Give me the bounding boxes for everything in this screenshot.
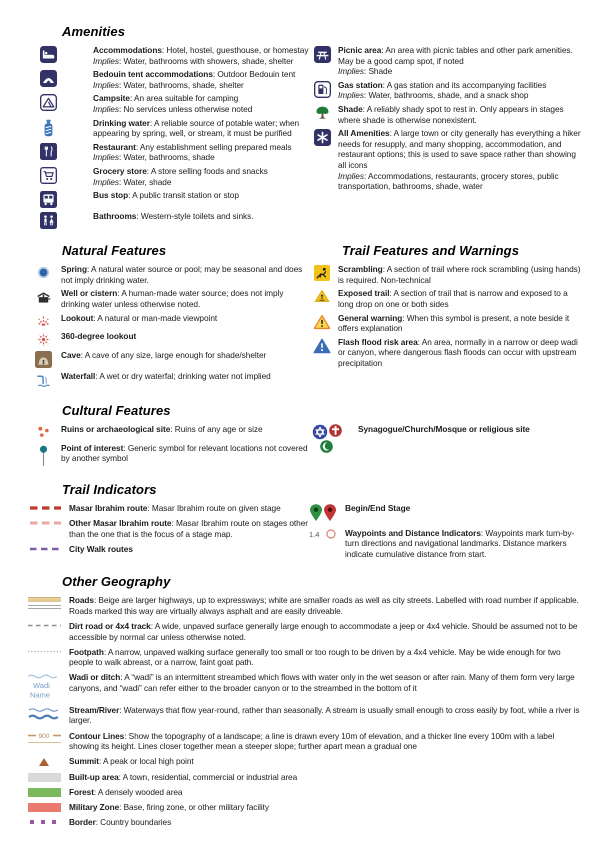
legend-item [310,528,584,560]
cave-icon [33,351,53,368]
legend-item [33,544,310,555]
legend-item [310,80,584,101]
legend-item [30,672,584,700]
legend-item-text: Wadi or ditch: A “wadi” is an intermittent streambed which flows with water only in the wet season or after rain. Many of them form very large canyons, and “wadi” can refer either to the broader canyon or to the streambed in the bottom of it [69,672,575,693]
cultural-right-column [310,424,584,457]
legend-item-text: Waypoints and Distance Indicators: Waypoints mark turn-by-turn directions and navigational landmarks. Distance markers indicate cumulative distance from start. [345,527,575,559]
legend-item [310,313,584,334]
point-of-interest-icon [33,444,53,468]
legend-item [310,264,584,285]
legend-item-text: Shade: A reliably shady spot to rest in. Only appears in stages where shade is otherwise nonexistent. [338,103,564,125]
legend-item-text: Masar Ibrahim route: Masar Ibrahim route on given stage [69,502,281,513]
legend-item [310,128,584,192]
legend-item [310,45,584,77]
forest-icon [27,788,61,797]
legend-item [33,424,310,440]
legend-item-text: Cave: A cave of any size, large enough for shade/shelter [61,349,267,360]
begin-end-pins-icon [306,503,340,524]
shade-tree-icon [312,105,332,122]
bedouin-tent-icon [38,70,58,87]
other-masar-route-line-icon [29,519,61,527]
legend-item [310,424,584,454]
legend-item [310,503,584,524]
legend-item [33,93,310,114]
well-cistern-icon [33,289,53,305]
legend-item-text: Military Zone: Base, firing zone, or other military facility [69,801,269,812]
legend-item-text: Point of interest: Generic symbol for relevant locations not covered by another symbol [61,442,308,464]
lookout-icon [33,314,53,328]
trail-indicators-left-column [33,503,310,560]
section-title-trail-indicators: Trail Indicators [62,481,157,497]
legend-item [310,104,584,125]
legend-item-text: Spring: A natural water source or pool; may be seasonal and does not imply drinking water. [61,264,303,285]
legend-item-text: Bedouin tent accommodations: Outdoor Bedouin tent Implies: Water, bathrooms, shade, shelter [93,69,296,90]
legend-item [33,647,584,668]
wadi-icon [27,673,61,700]
legend-item [33,817,584,828]
legend-item [33,264,310,285]
legend-item-text: Begin/End Stage [345,502,411,513]
cultural-left-column [33,424,310,471]
legend-item-text: Well or cistern: A human-made water source; does not imply drinking water unless otherwise noted. [61,288,284,309]
section-trail-warnings [310,243,584,371]
city-walk-route-line-icon [29,545,61,553]
legend-item [33,313,310,328]
legend-item-text: Exposed trail: A section of trail that is narrow and exposed to a long drop on one or both sides [338,288,568,309]
legend-item [33,705,584,726]
legend-item [33,443,310,468]
campsite-icon [38,94,58,111]
legend-item [33,756,584,767]
legend-item [33,166,310,187]
legend-item-text: Lookout: A natural or man-made viewpoint [61,312,218,323]
legend-item-text: Restaurant: Any establishment selling prepared meals Implies: Water, bathrooms, shade [93,141,292,163]
legend-item [310,288,584,309]
picnic-area-icon [312,46,332,63]
legend-item [33,371,310,389]
legend-item-text: Flash flood risk area: An area, normally in a narrow or deep wadi or canyon, where dangerous flash floods can occur with upstream precipitation [338,336,578,368]
all-amenities-icon [312,129,332,146]
legend-item-text: Built-up area: A town, residential, commercial or industrial area [69,771,298,782]
exposed-trail-icon [312,289,332,303]
bathrooms-icon [38,212,58,229]
legend-item-text: Dirt road or 4x4 track: A wide, unpaved surface generally large enough to accommodate a jeep or 4x4 vehicle. Should be assumed not to be accessible by normal car unless otherwise noted. [69,620,578,642]
section-title-natural: Natural Features [62,243,167,259]
legend-item-text: Bathrooms: Western-style toilets and sinks. [93,211,254,222]
svg-text:900: 900 [38,732,49,740]
legend-item-text: Summit: A peak or local high point [69,756,194,767]
section-natural-features [33,243,310,391]
section-title-warnings: Trail Features and Warnings [342,243,520,259]
legend-item-text: Footpath: A narrow, unpaved walking surface generally too small or too rough to be driven by a 4x4 vehicle. May be wide enough for two people to walk abreast, or a narrow, faint goat path. [69,646,561,668]
bus-stop-icon [38,191,58,208]
legend-item-text: Drinking water: A reliable source of potable water; when appearing by spring, well, or stream, it must be purified [93,117,300,139]
legend-item-text: Ruins or archaeological site: Ruins of any age or size [61,423,263,434]
legend-item-text: General warning: When this symbol is present, a note beside it offers explanation [338,312,570,334]
religious-sites-icon [310,424,352,454]
legend-item-text: Accommodations: Hotel, hostel, guesthouse, or homestay Implies: Water, bathrooms with showers, shade, shelter [93,45,309,66]
ruins-icon [33,425,53,440]
gas-station-icon [312,81,332,98]
trail-indicators-right-column [310,503,584,564]
section-title-other-geography: Other Geography [62,574,171,590]
section-amenities [33,24,584,232]
legend-item [310,337,584,369]
legend-item-text: Contour Lines: Show the topography of a landscape; a line is drawn every 10m of elevation, and a thicker line every 100m with a label showing its height. Lines closer together mean a steeper slope; further apart mean a gradual one [69,730,555,752]
spring-icon [33,265,53,280]
legend-item-text: Other Masar Ibrahim route: Masar Ibrahim route on stages other than the one that is the focus of a stage map. [69,518,308,539]
legend-item [33,118,310,139]
amenities-left-column [33,45,310,232]
legend-item-text: Campsite: An area suitable for camping Implies: No services unless otherwise noted [93,93,253,114]
masar-route-line-icon [29,504,61,512]
contour-lines-icon [27,732,61,745]
section-cultural-features [33,403,584,471]
legend-item-text: City Walk routes [69,544,133,555]
dirt-road-icon [27,622,61,629]
legend-item [33,802,584,813]
svg-text:Name: Name [30,690,51,700]
legend-item [33,142,310,163]
stream-river-icon [27,706,61,722]
flash-flood-icon [312,338,332,354]
built-up-area-icon [27,773,61,782]
legend-item [33,787,584,798]
section-title-amenities: Amenities [62,24,126,39]
trail-warnings-list [310,264,584,368]
legend-item [33,503,310,514]
scrambling-icon [312,265,332,281]
legend-item-text: 360-degree lookout [61,330,137,341]
restaurant-icon [38,143,58,160]
legend-item [33,518,310,539]
svg-text:1.4: 1.4 [309,529,320,539]
legend-item [33,350,310,368]
section-other-geography [30,574,584,827]
legend-item [33,772,584,783]
other-geography-list [30,595,584,827]
legend-item [33,69,310,90]
legend-item-text: Synagogue/Church/Mosque or religious site [358,423,530,434]
svg-text:Wadi: Wadi [33,681,50,691]
section-title-cultural: Cultural Features [62,402,171,418]
summit-icon [27,757,61,767]
legend-item [33,45,310,66]
border-icon [27,818,61,826]
legend-item-text: Forest: A densely wooded area [69,786,183,797]
general-warning-icon [312,314,332,330]
legend-item [33,621,584,642]
lookout-360-icon [33,332,53,347]
legend-item [33,731,584,752]
legend-item [33,211,310,229]
waterfall-icon [33,372,53,389]
natural-features-list [33,264,310,388]
legend-item-text: Border: Country boundaries [69,817,172,827]
legend-item-text: Gas station: A gas station and its accompanying facilities Implies: Water, bathrooms, shade, and a snack shop [338,79,547,101]
waypoint-marker-icon [306,528,340,540]
legend-item-text: Stream/River: Waterways that flow year-round, rather than seasonally. A stream is usually small enough to cross easily by foot, while a river is larger. [69,704,580,726]
legend-item [33,288,310,309]
legend-item [33,331,310,347]
drinking-water-icon [38,119,58,137]
military-zone-icon [27,803,61,812]
legend-item [33,595,584,616]
legend-item-text: Scrambling: A section of trail where rock scrambling (using hands) is required. Non-technical [338,264,581,285]
legend-item-text: Bus stop: A public transit station or stop [93,190,239,201]
footpath-icon [27,648,61,655]
legend-item-text: All Amenities: A large town or city generally has everything a hiker needs for resupply, and many shopping, accommodation, and restaurant options; this is used to save space rather than showing all icons Implies: Accommodations, restaurants, grocery stores, public transportation, bathrooms, shade, water [338,128,581,192]
grocery-store-icon [38,167,58,184]
legend-item [33,190,310,208]
legend-item-text: Waterfall: A wet or dry waterfal; drinking water not implied [61,370,271,381]
legend-item-text: Roads: Beige are larger highways, up to expressways; white are smaller roads as well as city streets. Labelled with road number if applicable. Roads marked this way are virtually always asphalt and are easily driveable. [69,595,579,616]
amenities-right-column [310,45,584,195]
accommodations-icon [38,46,58,63]
legend-item-text: Picnic area: An area with picnic tables and other park amenities. May be a good camp spot, if noted Implies: Shade [338,45,573,77]
legend-item-text: Grocery store: A store selling foods and snacks Implies: Water, shade [93,165,268,187]
section-trail-indicators [33,482,584,564]
roads-icon [27,596,61,610]
